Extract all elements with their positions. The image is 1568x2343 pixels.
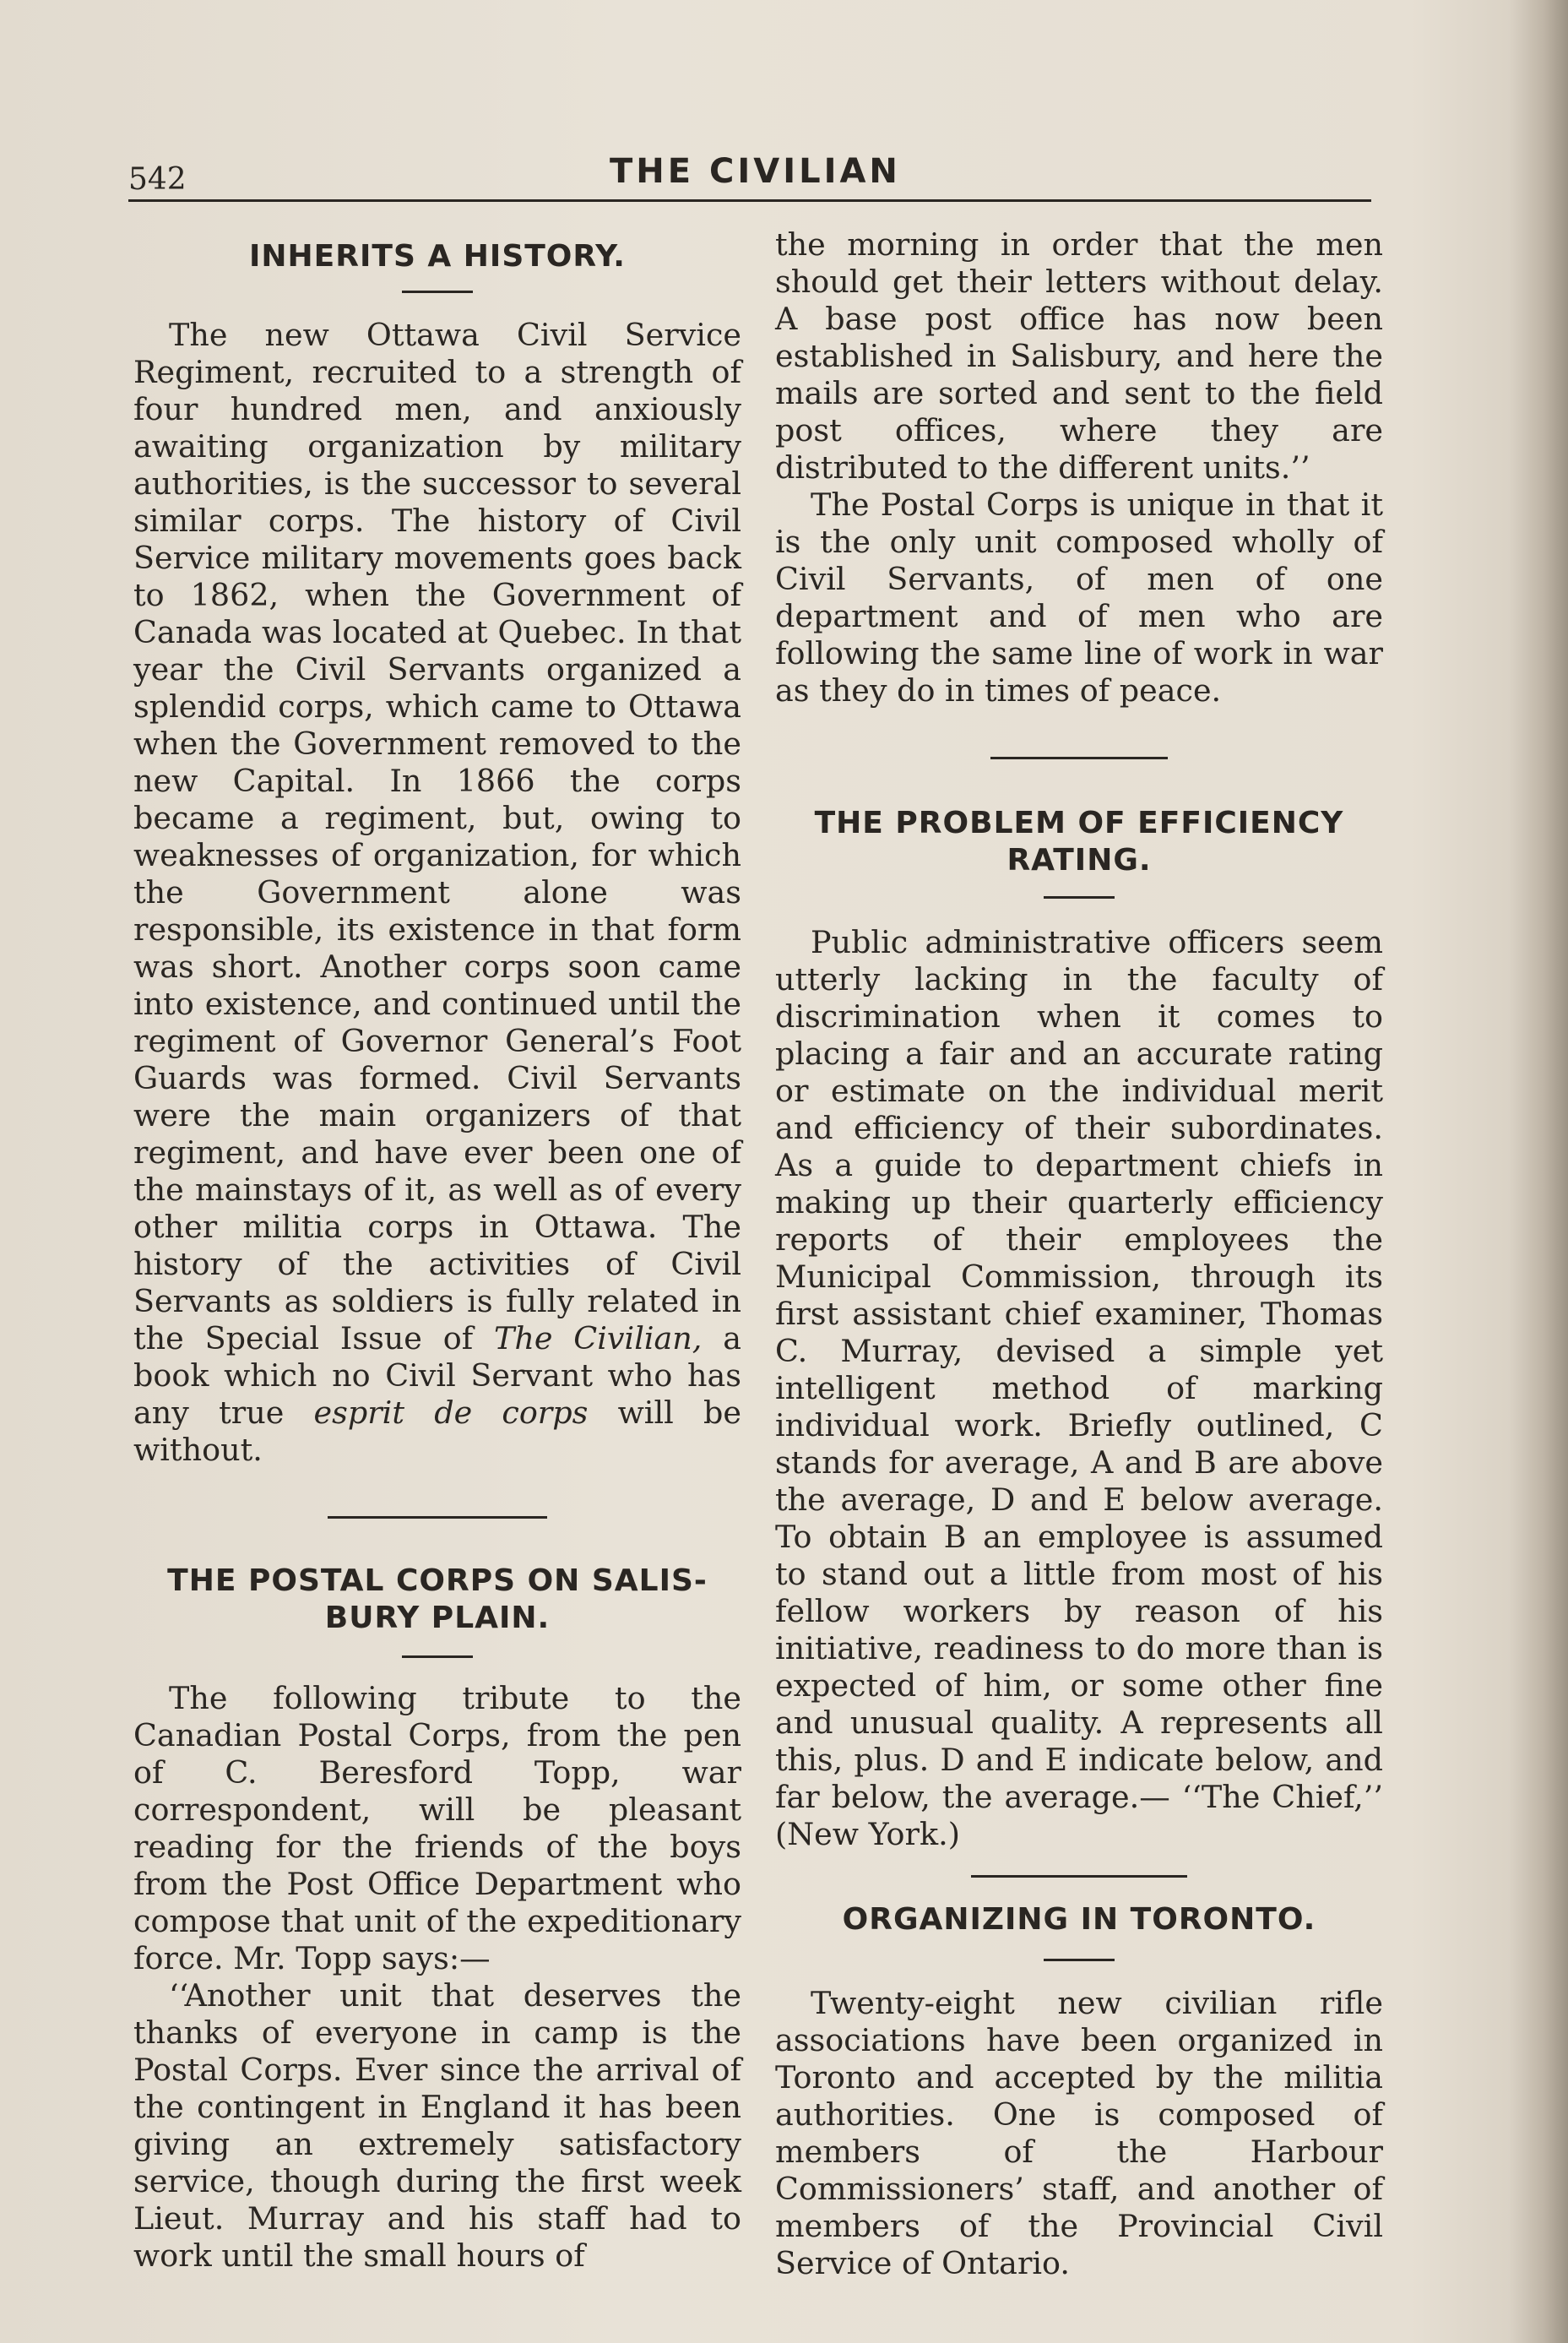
right-column: [775, 226, 1383, 2282]
left-column: [133, 228, 741, 2275]
article-body-organizing-toronto: [775, 1985, 1383, 2282]
paragraph: The new Ottawa Civil Service Regiment, recruited to a strength of four hundred men, and anxiously awaiting organization by military authorities, is the successor to several similar corps. The history of Civil Service military movements goes back to 1862, when the Government of Canada was located at Quebec. In that year the Civil Servants organized a splendid corps, which came to Ottawa when the Government removed to the new Capital. In 1866 the corps became a regiment, but, owing to weaknesses of organization, for which the Government alone was responsible, its existence in that form was short. Another corps soon came into existence, and continued until the regiment of Governor General’s Foot Guards was formed. Civil Servants were the main organizers of that regiment, and have ever been one of the mainstays of it, as well as of every other militia corps in Ottawa. The history of the activities of Civil Servants as soldiers is fully related in the Special Issue of The Civilian, a book which no Civil Servant who has any true esprit de corps will be without.: [133, 317, 741, 1468]
article-heading-organizing-toronto: ORGANIZING IN TORONTO.: [842, 1902, 1316, 1937]
paragraph: The following tribute to the Canadian Postal Corps, from the pen of C. Beresford Topp, war correspondent, will be pleasant reading for the friends of the boys from the Post Office Department who compose that unit of the expeditionary force. Mr. Topp says:—: [133, 1680, 741, 1976]
page-number: 542: [128, 162, 187, 197]
paragraph: Twenty-eight new civilian rifle associations have been organized in Toronto and accepted by the militia authorities. One is composed of members of the Harbour Commissioners’ staff, and another of members of the Provincial Civil Service of Ontario.: [775, 1985, 1383, 2281]
article-heading-efficiency-rating: THE PROBLEM OF EFFICIENCY RATING.: [814, 806, 1344, 878]
section-divider: [971, 1875, 1187, 1878]
paragraph: Public administrative officers seem utterly lacking in the faculty of discrimination when it comes to placing a fair and an accurate rating or estimate on the individual merit and efficiency of their subordinates. As a guide to department chiefs in making up their quarterly efficiency reports of their employees the Municipal Commission, through its first assistant chief examiner, Thomas C. Murray, devised a simple yet intelligent method of marking individual work. Briefly outlined, C stands for average, A and B are above the average, D and E below average. To obtain B an employee is assumed to stand out a little from most of his fellow workers by reason of his initiative, readiness to do more than is expected of him, or some other fine and unusual quality. A represents all this, plus. D and E indicate below, and far below, the average.— ‘‘The Chief,’’ (New York.): [775, 924, 1383, 1852]
heading-rule: [402, 291, 473, 293]
paragraph: The Postal Corps is unique in that it is the only unit composed wholly of Civil Servants, of men of one department and of men who are following the same line of work in war as they do in times of peace.: [775, 487, 1383, 709]
article-heading-postal-corps: THE POSTAL CORPS ON SALIS- BURY PLAIN.: [167, 1563, 708, 1635]
paragraph: the morning in order that the men should get their letters without delay. A base post office has now been established in Salisbury, and here the mails are sorted and sent to the field post offices, where they are distributed to the different units.’’: [775, 226, 1383, 486]
section-divider: [990, 757, 1168, 759]
article-body-inherits-history: [133, 317, 741, 1469]
heading-rule: [1044, 1959, 1115, 1961]
running-title: THE CIVILIAN: [610, 152, 901, 191]
article-heading-inherits-history: INHERITS A HISTORY.: [249, 239, 626, 274]
article-body-efficiency-rating: [775, 924, 1383, 1853]
heading-rule: [402, 1655, 473, 1658]
header-rule: [128, 199, 1371, 202]
article-body-postal-corps: [133, 1680, 741, 2275]
page-header: [128, 150, 1370, 203]
paragraph: ‘‘Another unit that deserves the thanks of everyone in camp is the Postal Corps. Ever since the arrival of the contingent in England it has been giving an extremely satisfactory service, though during the first week Lieut. Murray and his staff had to work until the small hours of: [133, 1977, 741, 2274]
section-divider: [328, 1516, 547, 1519]
article-body-postal-corps-continued: [775, 226, 1383, 709]
heading-rule: [1044, 896, 1115, 899]
page-spine-shadow: [1509, 0, 1568, 2343]
